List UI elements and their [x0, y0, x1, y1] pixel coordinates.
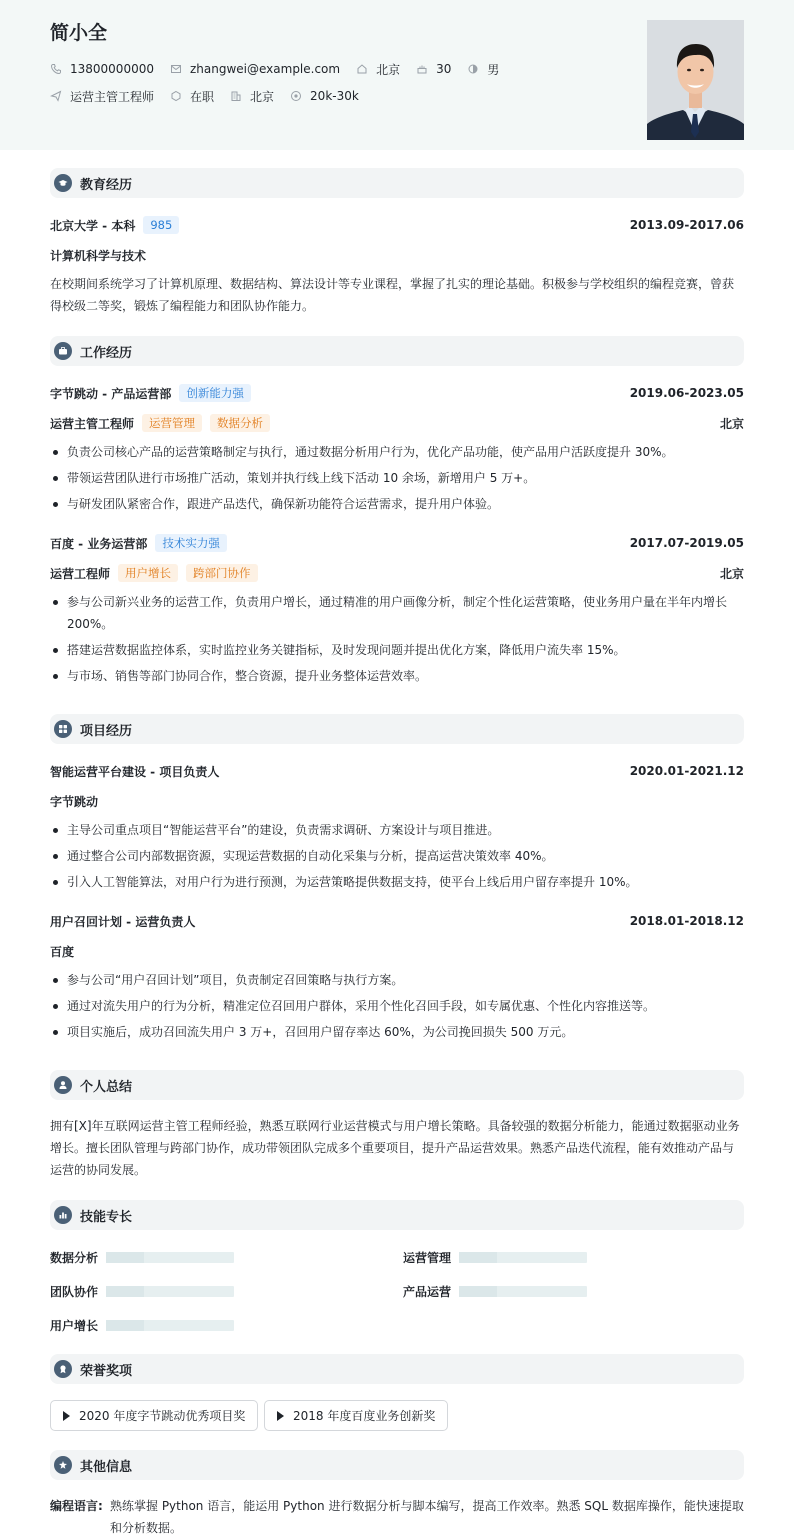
- city-text: 北京: [250, 89, 275, 104]
- skill-level-fill: [106, 1320, 144, 1331]
- skill-item: [403, 1283, 587, 1299]
- list-item: 主导公司重点项目“智能运营平台”的建设，负责需求调研、方案设计与项目推进。: [50, 819, 744, 841]
- play-icon: [277, 1411, 284, 1421]
- gender-icon: [467, 63, 479, 75]
- candidate-name: 简小全: [50, 22, 108, 44]
- age-info: [416, 62, 451, 76]
- contact-row: [50, 60, 515, 78]
- phone-text: 13800000000: [70, 62, 154, 76]
- education-tag: 985: [143, 216, 179, 234]
- award-text: 2018 年度百度业务创新奖: [293, 1409, 436, 1423]
- section-projects-title: 项目经历: [80, 723, 133, 739]
- skill-level-fill: [106, 1286, 144, 1297]
- work-1-bullets: [50, 441, 744, 519]
- grid-icon: [54, 720, 72, 738]
- work-1-role: 运营主管工程师: [50, 416, 135, 431]
- education-description: 在校期间系统学习了计算机原理、数据结构、算法设计等专业课程，掌握了扎实的理论基础。积极参与学校组织的编程竞赛，曾获得校级二等奖，锻炼了编程能力和团队协作能力。: [50, 277, 735, 313]
- work-1-location: 北京: [719, 416, 744, 431]
- project-1-org-row: [50, 792, 744, 810]
- list-item: 通过整合公司内部数据资源，实现运营数据的自动化采集与分析，提高运营决策效率 40%。: [50, 845, 744, 867]
- status-text: 在职: [190, 89, 215, 104]
- project-2-bullets: [50, 969, 744, 1047]
- list-item: 搭建运营数据监控体系，实时监控业务关键指标，及时发现问题并提出优化方案，降低用户流失率 15%。: [50, 639, 744, 661]
- section-other: [50, 1450, 744, 1480]
- education-header: [50, 216, 744, 234]
- work-1-company: 字节跳动 - 产品运营部: [50, 386, 172, 401]
- project-2-org: 百度: [50, 944, 75, 959]
- section-education: [50, 168, 744, 198]
- project-1-title: 智能运营平台建设 - 项目负责人: [50, 764, 220, 779]
- skill-name: 运营管理: [403, 1250, 452, 1265]
- status-icon: [170, 90, 182, 102]
- work-1-header: [50, 384, 744, 402]
- section-awards-title: 荣誉奖项: [80, 1363, 133, 1379]
- other-info-row: [50, 1495, 744, 1539]
- skill-item: [403, 1249, 587, 1265]
- info-icon: [54, 1456, 72, 1474]
- list-item: 通过对流失用户的行为分析，精准定位召回用户群体，采用个性化召回手段，如专属优惠、个性化内容推送等。: [50, 995, 744, 1017]
- project-2-title: 用户召回计划 - 运营负责人: [50, 914, 196, 929]
- job-row: [50, 87, 375, 105]
- work-1-company-tag: 创新能力强: [179, 384, 251, 402]
- work-2-bullets: [50, 591, 744, 691]
- education-major-row: [50, 246, 744, 264]
- section-work-title: 工作经历: [80, 345, 133, 361]
- project-1-bullets: [50, 819, 744, 897]
- gender-info: [467, 61, 499, 78]
- play-icon: [63, 1411, 70, 1421]
- section-awards: [50, 1354, 744, 1384]
- skill-bar: [106, 1252, 234, 1263]
- education-school: 北京大学 - 本科: [50, 218, 136, 233]
- list-item: 项目实施后，成功召回流失用户 3 万+，召回用户留存率达 60%，为公司挽回损失 500 万元。: [50, 1021, 744, 1043]
- work-2-role-row: [50, 564, 744, 582]
- work-2-header: [50, 534, 744, 552]
- skill-bar: [106, 1286, 234, 1297]
- work-2-role-tag: 跨部门协作: [186, 564, 258, 582]
- hometown-text: 北京: [376, 62, 401, 77]
- user-icon: [54, 1076, 72, 1094]
- city-info: [230, 88, 274, 105]
- phone-icon: [50, 63, 62, 75]
- section-work: [50, 336, 744, 366]
- award-item: [264, 1400, 448, 1431]
- award-icon: [54, 1360, 72, 1378]
- section-projects: [50, 714, 744, 744]
- section-summary: [50, 1070, 744, 1100]
- section-skills: [50, 1200, 744, 1230]
- work-2-role-tag: 用户增长: [118, 564, 178, 582]
- skill-item: [50, 1283, 234, 1299]
- skill-level-fill: [459, 1286, 497, 1297]
- skill-level-fill: [106, 1252, 144, 1263]
- skill-name: 产品运营: [403, 1284, 452, 1299]
- graduation-cap-icon: [54, 174, 72, 192]
- project-2-org-row: [50, 942, 744, 960]
- profile-photo: [647, 20, 744, 140]
- section-other-title: 其他信息: [80, 1459, 133, 1475]
- project-1-org: 字节跳动: [50, 794, 99, 809]
- work-1-role-row: [50, 414, 744, 432]
- education-major: 计算机科学与技术: [50, 248, 147, 263]
- skill-item: [50, 1317, 234, 1333]
- gender-text: 男: [487, 62, 500, 77]
- project-2-date: 2018.01-2018.12: [629, 914, 744, 928]
- resume-header: [0, 0, 794, 150]
- skill-bar: [459, 1252, 587, 1263]
- skill-name: 用户增长: [50, 1318, 99, 1333]
- email-info: [170, 62, 340, 76]
- section-skills-title: 技能专长: [80, 1209, 133, 1225]
- skill-item: [50, 1249, 234, 1265]
- age-text: 30: [436, 62, 452, 76]
- other-label: 编程语言:: [50, 1499, 103, 1513]
- other-text: 熟练掌握 Python 语言，能运用 Python 进行数据分析与脚本编写，提高工作效率。熟悉 SQL 数据库操作，能快速提取和分析数据。: [110, 1499, 744, 1535]
- briefcase-icon: [54, 342, 72, 360]
- work-1-date: 2019.06-2023.05: [629, 386, 744, 400]
- skill-bar: [459, 1286, 587, 1297]
- skill-bar: [106, 1320, 234, 1331]
- award-text: 2020 年度字节跳动优秀项目奖: [79, 1409, 246, 1423]
- home-icon: [356, 63, 368, 75]
- position-info: [50, 88, 154, 105]
- list-item: 带领运营团队进行市场推广活动，策划并执行线上线下活动 10 余场，新增用户 5 万+。: [50, 467, 744, 489]
- list-item: 负责公司核心产品的运营策略制定与执行，通过数据分析用户行为，优化产品功能，使产品用户活跃度提升 30%。: [50, 441, 744, 463]
- list-item: 与研发团队紧密合作，跟进产品迭代，确保新功能符合运营需求，提升用户体验。: [50, 493, 744, 515]
- education-date: 2013.09-2017.06: [629, 218, 744, 232]
- status-info: [170, 88, 214, 105]
- email-text: zhangwei@example.com: [189, 62, 341, 76]
- work-2-company-tag: 技术实力强: [155, 534, 227, 552]
- salary-info: [290, 89, 359, 103]
- phone-info: [50, 62, 154, 76]
- skill-name: 团队协作: [50, 1284, 99, 1299]
- list-item: 引入人工智能算法，对用户行为进行预测，为运营策略提供数据支持，使平台上线后用户留存率提升 10%。: [50, 871, 744, 893]
- award-item: [50, 1400, 258, 1431]
- summary-text: 拥有[X]年互联网运营主管工程师经验，熟悉互联网行业运营模式与用户增长策略。具备较强的数据分析能力，能通过数据驱动业务增长。擅长团队管理与跨部门协作，成功带领团队完成多个重要项目，提升产品运营效果。熟悉产品迭代流程，能有效推动产品与运营的协同发展。: [50, 1119, 740, 1177]
- work-1-role-tag: 数据分析: [210, 414, 270, 432]
- work-2-company: 百度 - 业务运营部: [50, 536, 148, 551]
- send-icon: [50, 90, 62, 102]
- section-summary-title: 个人总结: [80, 1079, 133, 1095]
- position-text: 运营主管工程师: [70, 89, 155, 104]
- work-2-date: 2017.07-2019.05: [629, 536, 744, 550]
- list-item: 参与公司新兴业务的运营工作，负责用户增长，通过精准的用户画像分析，制定个性化运营策略，使业务用户量在半年内增长 200%。: [50, 591, 744, 635]
- chart-icon: [54, 1206, 72, 1224]
- building-icon: [230, 90, 242, 102]
- section-education-title: 教育经历: [80, 177, 133, 193]
- project-2-header: [50, 912, 744, 930]
- skill-level-fill: [459, 1252, 497, 1263]
- salary-icon: [290, 90, 302, 102]
- project-1-date: 2020.01-2021.12: [629, 764, 744, 778]
- hometown-info: [356, 61, 400, 78]
- work-2-location: 北京: [719, 566, 744, 581]
- work-1-role-tag: 运营管理: [142, 414, 202, 432]
- mail-icon: [170, 63, 182, 75]
- work-2-role: 运营工程师: [50, 566, 111, 581]
- list-item: 参与公司“用户召回计划”项目，负责制定召回策略与执行方案。: [50, 969, 744, 991]
- salary-text: 20k-30k: [310, 89, 359, 103]
- project-1-header: [50, 762, 744, 780]
- cake-icon: [416, 63, 428, 75]
- skill-name: 数据分析: [50, 1250, 99, 1265]
- list-item: 与市场、销售等部门协同合作，整合资源，提升业务整体运营效率。: [50, 665, 744, 687]
